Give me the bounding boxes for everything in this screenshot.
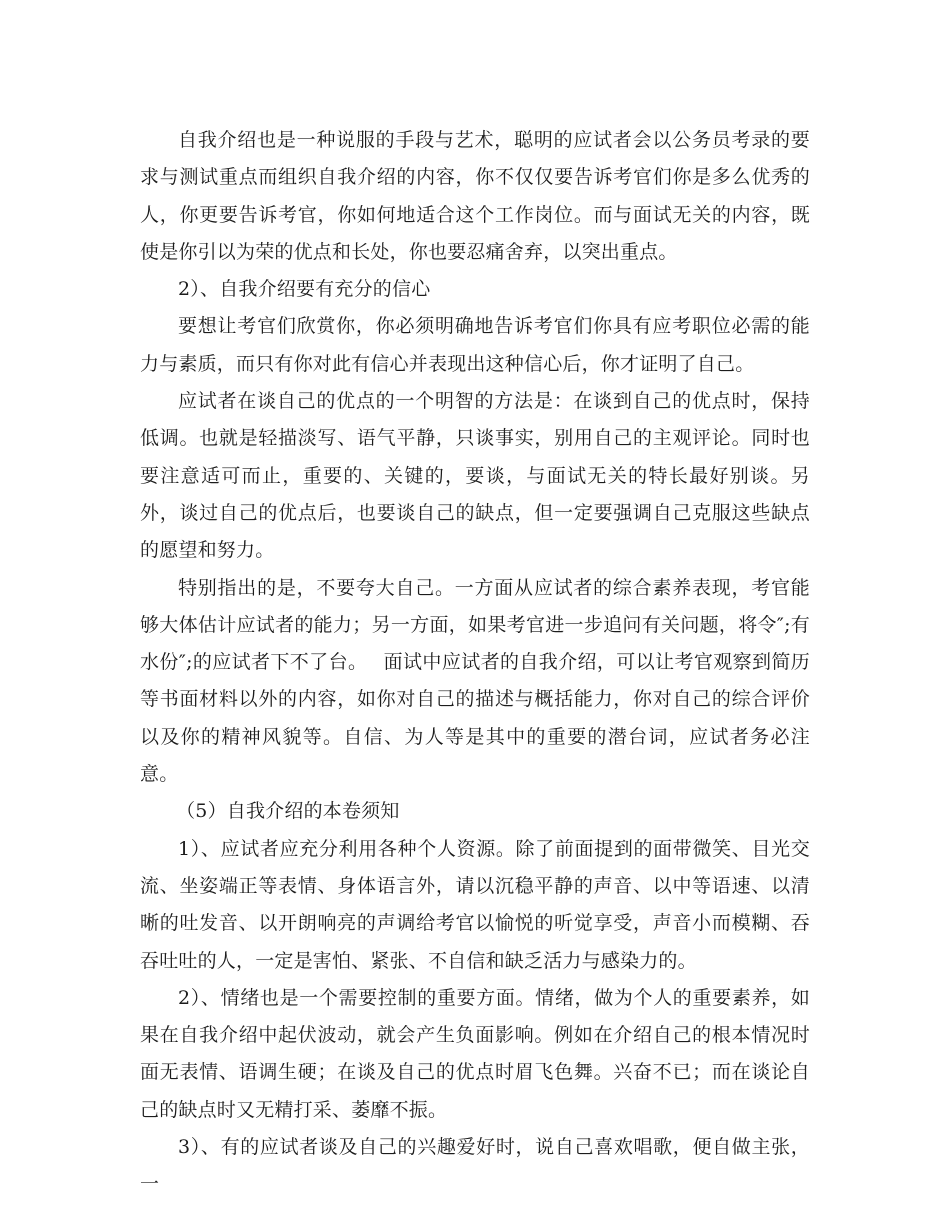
document-body [140,122,810,1204]
paragraph-no-exaggeration: 特别指出的是，不要夸大自己。一方面从应试者的综合素养表现，考官能够大体估计应试者的能力；另一方面，如果考官进一步追问有关问题，将令″;有水份″;的应试者下不了台。 面试中应试者的自我介绍，可以让考官观察到简历等书面材料以外的内容，如你对自己的描述与概括能力，你对自己的综合评价以及你的精神风貌等。自信、为人等是其中的重要的潜台词，应试者务必注意。 [140,576,810,786]
heading-notes: （5）自我介绍的本卷须知 [176,800,400,823]
paragraph-appreciation: 要想让考官们欣赏你，你必须明确地告诉考官们你具有应考职位必需的能力与素质，而只有你对此有信心并表现出这种信心后，你才证明了自己。 [140,315,810,375]
paragraph-hobbies: 3）、有的应试者谈及自己的兴趣爱好时，说自己喜欢唱歌，便自做主张，一 [140,1136,810,1196]
heading-confidence: 2）、自我介绍要有充分的信心 [178,278,431,301]
paragraph-persuasion: 自我介绍也是一种说服的手段与艺术，聪明的应试者会以公务员考录的要求与测试重点而组织自我介绍的内容，你不仅仅要告诉考官们你是多么优秀的人，你更要告诉考官，你如何地适合这个工作岗位。而与面试无关的内容，既使是你引以为荣的优点和长处，你也要忍痛舍弃，以突出重点。 [140,129,810,263]
paragraph-strengths: 应试者在谈自己的优点的一个明智的方法是：在谈到自己的优点时，保持低调。也就是轻描淡写、语气平静，只谈事实，别用自己的主观评论。同时也要注意适可而止，重要的、关键的，要谈，与面试无关的特长最好别谈。另外，谈过自己的优点后，也要谈自己的缺点，但一定要强调自己克服这些缺点的愿望和努力。 [140,390,810,562]
paragraph-personal-resources: 1）、应试者应充分利用各种个人资源。除了前面提到的面带微笑、目光交流、坐姿端正等表情、身体语言外，请以沉稳平静的声音、以中等语速、以清晰的吐发音、以开朗响亮的声调给考官以愉悦的听觉享受，声音小而模糊、吞吞吐吐的人，一定是害怕、紧张、不自信和缺乏活力与感染力的。 [140,837,810,972]
paragraph-emotion: 2）、情绪也是一个需要控制的重要方面。情绪，做为个人的重要素养，如果在自我介绍中起伏波动，就会产生负面影响。例如在介绍自己的根本情况时面无表情、语调生硬；在谈及自己的优点时眉飞色舞。兴奋不已；而在谈论自己的缺点时又无精打采、萎靡不振。 [140,986,810,1121]
